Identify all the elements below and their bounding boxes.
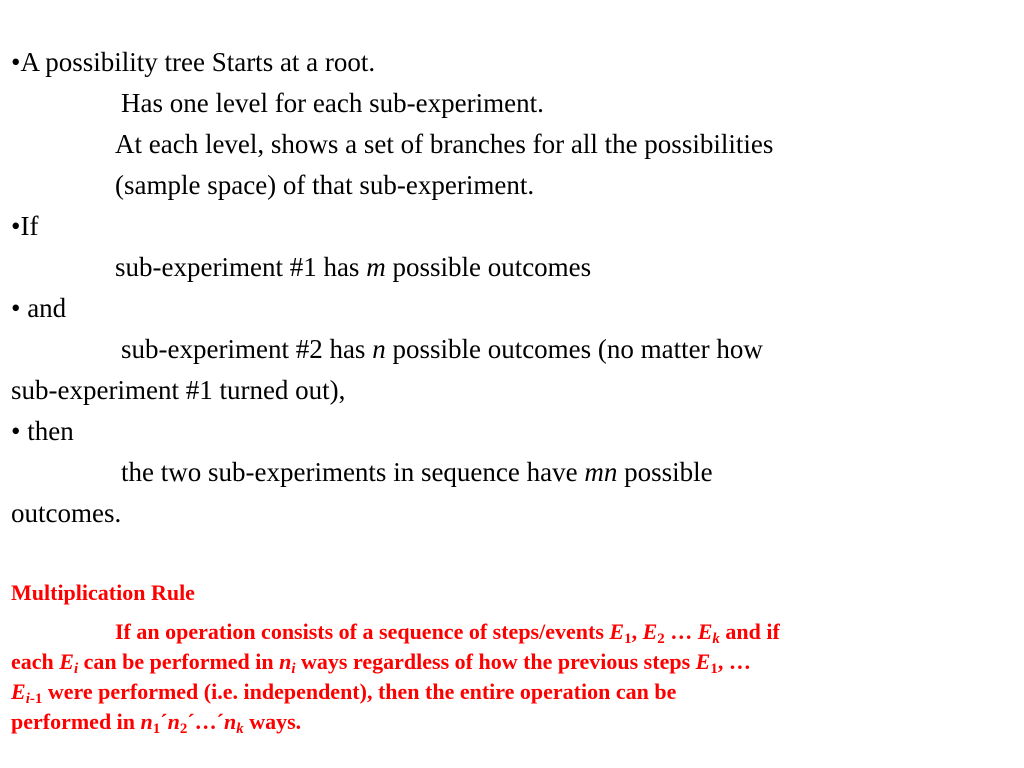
sub-minus-1: -1: [29, 691, 43, 708]
bullet-then: [11, 415, 74, 447]
sub-i: i: [73, 661, 79, 678]
bullet-icon: •: [11, 416, 21, 446]
var-E: E: [609, 619, 625, 644]
bullet-possibility-tree: [11, 46, 375, 78]
var-n: n: [223, 709, 237, 734]
then-text-pre: the two sub-experiments in sequence have: [121, 457, 585, 487]
and-condition-line: [121, 333, 763, 365]
sub-1: 1: [710, 661, 718, 678]
var-E: E: [695, 649, 711, 674]
then-continuation: outcomes.: [11, 498, 122, 528]
ellipsis: …: [664, 619, 698, 644]
rule-text: and if: [719, 619, 780, 644]
and-continuation: sub-experiment #1 turned out),: [11, 375, 346, 405]
times-sign: ´: [187, 709, 195, 734]
var-mn: mn: [584, 457, 618, 487]
intro-line-3: At each level, shows a set of branches for all the possibilities: [115, 129, 774, 159]
rule-text: each: [11, 649, 60, 674]
rule-text: performed in: [11, 709, 141, 734]
sub-2: 2: [179, 721, 188, 738]
sub-1: 1: [152, 721, 161, 738]
times-sign: ´: [216, 709, 224, 734]
and-word: and: [20, 293, 67, 323]
then-text-post: possible: [617, 457, 713, 487]
if-condition-line: [115, 251, 591, 283]
and-text-post: possible outcomes (no matter how: [385, 334, 763, 364]
rule-title: Multiplication Rule: [11, 580, 195, 605]
sub-2: 2: [657, 631, 665, 648]
if-text-pre: sub-experiment #1 has: [115, 252, 367, 282]
rule-line-3: [11, 677, 676, 707]
intro-line-2: Has one level for each sub-experiment.: [121, 88, 544, 118]
var-n: n: [167, 709, 180, 734]
rule-line-1: [115, 617, 780, 647]
var-E: E: [59, 649, 74, 674]
intro-line-4: (sample space) of that sub-experiment.: [115, 170, 535, 200]
sub-k: k: [712, 631, 720, 648]
rule-text: were performed (i.e. independent), then the entire operation can be: [42, 679, 677, 704]
sub-i: i: [291, 661, 296, 678]
rule-line-4: [11, 707, 301, 737]
intro-line-1: A possibility tree Starts at a root.: [20, 47, 376, 77]
comma: ,: [631, 619, 643, 644]
then-conclusion-line: [121, 456, 713, 488]
rule-line-2: [11, 647, 751, 677]
var-n: n: [140, 709, 153, 734]
sub-1: 1: [624, 631, 632, 648]
bullet-if: [11, 210, 38, 242]
var-E: E: [11, 679, 26, 704]
rule-text: , …: [717, 649, 751, 674]
bullet-icon: •: [11, 293, 21, 323]
sub-i: i: [25, 691, 30, 708]
bullet-icon: •: [11, 47, 21, 77]
then-word: then: [20, 416, 74, 446]
bullet-icon: •: [11, 211, 21, 241]
var-m: m: [366, 252, 386, 282]
var-n: n: [372, 334, 386, 364]
rule-text: ways regardless of how the previous steps: [295, 649, 696, 674]
rule-text: If an operation consists of a sequence of steps/events: [115, 619, 610, 644]
bullet-and: [11, 292, 66, 324]
var-E: E: [697, 619, 713, 644]
rule-text: ways.: [243, 709, 302, 734]
and-text-pre: sub-experiment #2 has: [121, 334, 373, 364]
sub-k: k: [236, 721, 244, 738]
ellipsis: …: [194, 709, 217, 734]
times-sign: ´: [160, 709, 168, 734]
var-E: E: [642, 619, 658, 644]
if-word: If: [20, 211, 39, 241]
var-n: n: [279, 649, 292, 674]
rule-text: can be performed in: [78, 649, 280, 674]
if-text-post: possible outcomes: [385, 252, 592, 282]
